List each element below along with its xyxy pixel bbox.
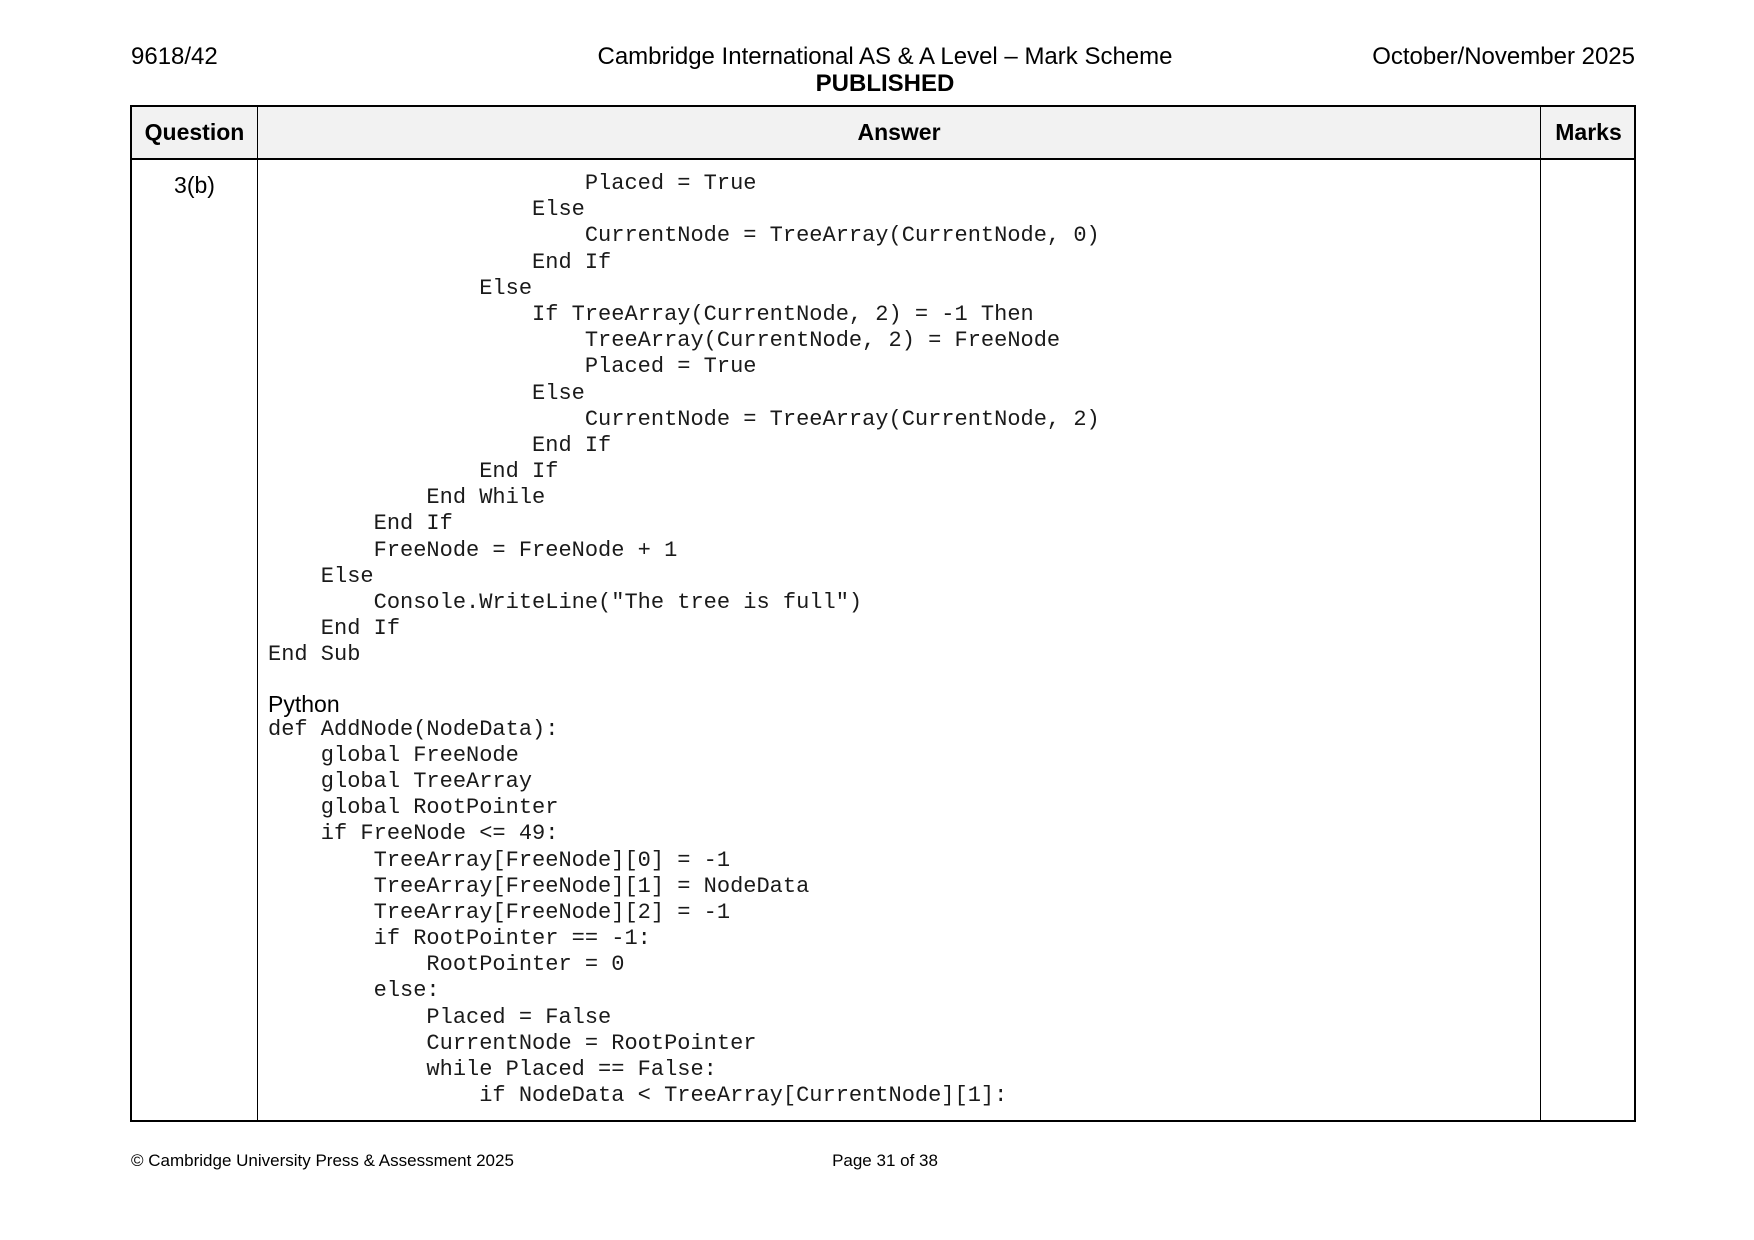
python-code-block — [268, 717, 1528, 1110]
code-line: TreeArray[FreeNode][0] = -1 — [268, 847, 731, 873]
question-column-header: Question — [144, 119, 245, 145]
question-number: 3(b) — [174, 172, 215, 198]
code-line: if NodeData < TreeArray[CurrentNode][1]: — [268, 1083, 1008, 1109]
code-line: TreeArray(CurrentNode, 2) = FreeNode — [268, 328, 1061, 354]
code-line: End Sub — [268, 642, 361, 668]
mark-scheme-table — [130, 105, 1636, 1122]
code-line: def AddNode(NodeData): — [268, 716, 559, 742]
code-line: End If — [268, 616, 401, 642]
code-line: End While — [268, 485, 546, 511]
published-label: PUBLISHED — [815, 70, 955, 97]
code-line: End If — [268, 459, 559, 485]
code-line: global FreeNode — [268, 742, 519, 768]
code-line: global TreeArray — [268, 768, 533, 794]
code-line: End If — [268, 511, 453, 537]
code-line: If TreeArray(CurrentNode, 2) = -1 Then — [268, 301, 1034, 327]
python-heading: Python — [268, 690, 340, 717]
code-line: End If — [268, 432, 612, 458]
column-divider — [257, 107, 258, 1120]
code-line: Placed = True — [268, 171, 757, 196]
code-line: FreeNode = FreeNode + 1 — [268, 537, 678, 563]
code-line: Else — [268, 380, 585, 406]
column-divider — [1540, 107, 1541, 1120]
page-number: Page 31 of 38 — [832, 1151, 938, 1170]
code-line: Else — [268, 197, 585, 223]
code-line: else: — [268, 978, 440, 1004]
code-line: while Placed == False: — [268, 1057, 717, 1082]
copyright-notice: © Cambridge University Press & Assessment 2025 — [131, 1151, 514, 1170]
paper-code: 9618/42 — [131, 43, 218, 70]
code-line: CurrentNode = RootPointer — [268, 1030, 757, 1056]
code-line: Else — [268, 563, 374, 589]
code-line: RootPointer = 0 — [268, 952, 625, 978]
code-line: Else — [268, 275, 533, 301]
code-line: TreeArray[FreeNode][1] = NodeData — [268, 873, 810, 899]
code-line: if FreeNode <= 49: — [268, 821, 559, 847]
code-line: if RootPointer == -1: — [268, 926, 651, 952]
code-line: global RootPointer — [268, 795, 559, 821]
exam-session: October/November 2025 — [1372, 43, 1635, 70]
code-line: CurrentNode = TreeArray(CurrentNode, 0) — [268, 223, 1100, 249]
marks-column-header: Marks — [1555, 119, 1622, 145]
vb-code-block — [268, 171, 1528, 669]
code-line: Placed = True — [268, 354, 757, 380]
answer-column-header: Answer — [857, 119, 941, 145]
document-title: Cambridge International AS & A Level – Mark Scheme — [597, 43, 1173, 70]
code-line: TreeArray[FreeNode][2] = -1 — [268, 899, 731, 925]
code-line: CurrentNode = TreeArray(CurrentNode, 2) — [268, 406, 1100, 432]
code-line: Console.WriteLine("The tree is full") — [268, 590, 863, 615]
code-line: End If — [268, 249, 612, 275]
answer-cell — [268, 171, 1528, 1109]
code-line: Placed = False — [268, 1004, 612, 1030]
